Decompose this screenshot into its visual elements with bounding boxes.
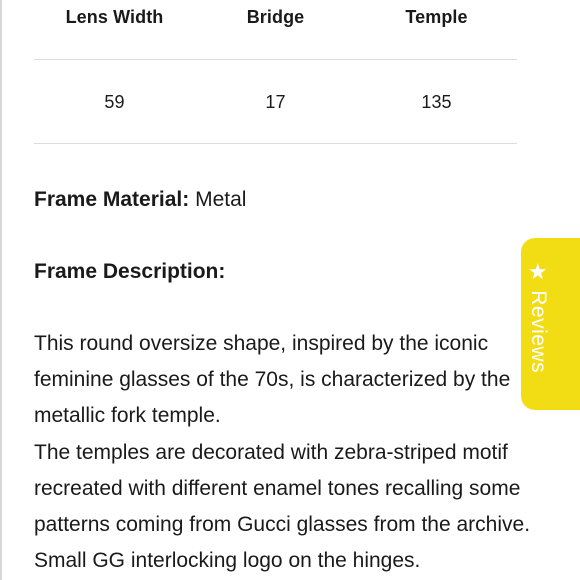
description-paragraph: This round oversize shape, inspired by the iconic feminine glasses of the 70s, is characterized by the metallic fork temple. — [34, 332, 511, 428]
bridge-value: 17 — [265, 92, 286, 112]
description-paragraph: The temples are decorated with zebra-striped motif recreated with different enamel tones recalling some patterns coming from Gucci glasses from the archive. Small GG interlocking logo on the hinges. — [34, 440, 531, 573]
frame-material — [34, 182, 554, 218]
spec-values-row — [34, 60, 517, 144]
spec-header-row — [34, 0, 517, 60]
reviews-tab-content — [525, 259, 551, 374]
frame-description-text — [34, 326, 554, 579]
temple-header: Temple — [405, 7, 468, 27]
size-spec-table — [34, 0, 517, 144]
frame-description-label: Frame Description: — [34, 260, 226, 283]
lens-width-header: Lens Width — [65, 7, 164, 27]
frame-material-value: Metal — [195, 188, 247, 211]
left-divider — [0, 0, 2, 580]
reviews-tab-button[interactable] — [521, 238, 580, 410]
reviews-label: Reviews — [527, 290, 550, 374]
star-icon: ★ — [527, 259, 549, 285]
lens-width-value: 59 — [104, 92, 125, 112]
bridge-header: Bridge — [246, 7, 305, 27]
temple-value: 135 — [421, 92, 452, 112]
frame-material-label: Frame Material: — [34, 188, 190, 211]
